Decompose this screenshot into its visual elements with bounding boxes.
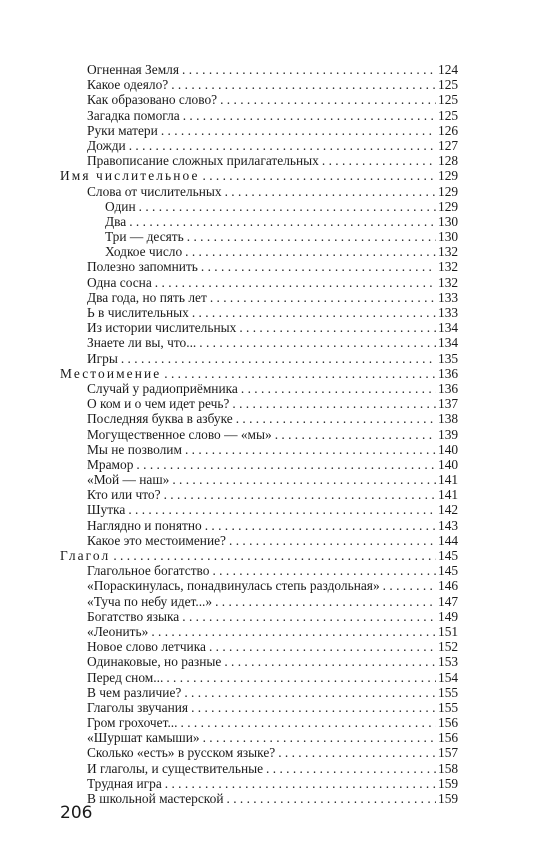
entry-page-number: 152 bbox=[438, 639, 459, 655]
dot-leader bbox=[215, 594, 436, 609]
dot-leader bbox=[161, 123, 436, 138]
dot-leader bbox=[232, 396, 436, 411]
entry-page-number: 147 bbox=[438, 593, 459, 609]
entry-title: Руки матери bbox=[87, 122, 158, 138]
dot-leader bbox=[227, 791, 437, 806]
dot-leader bbox=[225, 184, 436, 199]
entry-page-number: 141 bbox=[438, 472, 459, 488]
page-number: 206 bbox=[60, 803, 93, 823]
entry-page-number: 155 bbox=[438, 699, 459, 715]
dot-leader bbox=[164, 366, 436, 381]
toc-entry bbox=[0, 153, 540, 168]
entry-page-number: 128 bbox=[438, 153, 459, 169]
entry-title: Три — десять bbox=[105, 229, 184, 245]
dot-leader bbox=[220, 92, 436, 107]
dot-leader bbox=[210, 290, 436, 305]
entry-page-number: 146 bbox=[438, 578, 459, 594]
toc-entry bbox=[0, 654, 540, 669]
entry-page-number: 159 bbox=[438, 775, 459, 791]
toc-entry bbox=[0, 62, 540, 77]
entry-title: «Мой — наш» bbox=[87, 472, 170, 488]
toc-entry bbox=[0, 715, 540, 730]
dot-leader bbox=[113, 548, 436, 563]
entry-page-number: 143 bbox=[438, 517, 459, 533]
toc-entry bbox=[0, 214, 540, 229]
dot-leader bbox=[166, 670, 436, 685]
dot-leader bbox=[229, 533, 436, 548]
entry-page-number: 145 bbox=[438, 563, 459, 579]
dot-leader bbox=[164, 487, 436, 502]
toc-entry bbox=[0, 396, 540, 411]
toc-entry bbox=[0, 275, 540, 290]
entry-page-number: 158 bbox=[438, 760, 459, 776]
entry-title: И глаголы, и существительные bbox=[87, 760, 264, 776]
entry-page-number: 129 bbox=[438, 168, 459, 184]
toc-entry bbox=[0, 776, 540, 791]
toc-entry bbox=[0, 502, 540, 517]
toc-entry bbox=[0, 290, 540, 305]
toc-section-heading bbox=[0, 366, 540, 381]
entry-page-number: 136 bbox=[438, 365, 459, 381]
entry-title: Игры bbox=[87, 350, 118, 366]
entry-page-number: 151 bbox=[438, 623, 459, 639]
toc-entry bbox=[0, 259, 540, 274]
entry-page-number: 132 bbox=[438, 259, 459, 275]
toc-entry bbox=[0, 685, 540, 700]
dot-leader bbox=[275, 427, 436, 442]
dot-leader bbox=[136, 457, 436, 472]
dot-leader bbox=[192, 305, 436, 320]
entry-title: Два года, но пять лет bbox=[87, 289, 207, 305]
toc-entry bbox=[0, 639, 540, 654]
toc-entry bbox=[0, 624, 540, 639]
entry-title: Наглядно и понятно bbox=[87, 517, 202, 533]
entry-title: Какое это местоимение? bbox=[87, 532, 227, 548]
entry-page-number: 138 bbox=[438, 411, 459, 427]
dot-leader bbox=[239, 320, 436, 335]
dot-leader bbox=[205, 518, 436, 533]
entry-title: Огненная Земля bbox=[87, 62, 180, 77]
toc-entry bbox=[0, 123, 540, 138]
dot-leader bbox=[185, 244, 436, 259]
toc-entry bbox=[0, 138, 540, 153]
entry-title: Могущественное слово — «мы» bbox=[87, 426, 272, 442]
entry-title: Глагольное богатство bbox=[87, 563, 210, 579]
entry-title: «Пораскинулась, понадвинулась степь раздольная» bbox=[87, 578, 380, 594]
entry-title: Мы не позволим bbox=[87, 441, 182, 457]
entry-page-number: 142 bbox=[438, 502, 459, 518]
toc-entry bbox=[0, 533, 540, 548]
entry-title: Из истории числительных bbox=[87, 320, 237, 336]
toc-entry bbox=[0, 184, 540, 199]
entry-page-number: 132 bbox=[438, 274, 459, 290]
dot-leader bbox=[139, 199, 436, 214]
entry-title: Богатство языка bbox=[87, 608, 180, 624]
entry-page-number: 129 bbox=[438, 198, 459, 214]
dot-leader bbox=[322, 153, 436, 168]
dot-leader bbox=[121, 351, 436, 366]
entry-page-number: 140 bbox=[438, 456, 459, 472]
toc-section-heading bbox=[0, 168, 540, 183]
entry-page-number: 126 bbox=[438, 122, 459, 138]
toc-entry bbox=[0, 320, 540, 335]
dot-leader bbox=[236, 411, 436, 426]
dot-leader bbox=[182, 609, 436, 624]
entry-title: Как образовано слово? bbox=[87, 92, 218, 108]
entry-title: В школьной мастерской bbox=[87, 791, 224, 806]
table-of-contents bbox=[0, 62, 540, 806]
entry-page-number: 127 bbox=[438, 137, 459, 153]
entry-title: Ь в числительных bbox=[87, 305, 189, 320]
entry-title: Мрамор bbox=[87, 456, 134, 472]
toc-entry bbox=[0, 457, 540, 472]
dot-leader bbox=[241, 381, 436, 396]
dot-leader bbox=[203, 730, 436, 745]
entry-page-number: 130 bbox=[438, 229, 459, 245]
dot-leader bbox=[181, 715, 436, 730]
entry-page-number: 137 bbox=[438, 396, 459, 412]
dot-leader bbox=[212, 563, 436, 578]
entry-title: Правописание сложных прилагательных bbox=[87, 153, 319, 169]
entry-title: Глаголы звучания bbox=[87, 699, 189, 715]
entry-page-number: 155 bbox=[438, 684, 459, 700]
entry-title: Один bbox=[105, 198, 136, 214]
toc-section-heading bbox=[0, 548, 540, 563]
toc-entry bbox=[0, 730, 540, 745]
toc-entry bbox=[0, 761, 540, 776]
dot-leader bbox=[199, 335, 436, 350]
entry-page-number: 125 bbox=[438, 77, 459, 93]
entry-title: Сколько «есть» в русском языке? bbox=[87, 745, 276, 761]
entry-title: В чем различие? bbox=[87, 684, 182, 700]
entry-title: Какое одеяло? bbox=[87, 77, 169, 93]
entry-page-number: 154 bbox=[438, 669, 459, 685]
toc-entry bbox=[0, 472, 540, 487]
entry-title: Ходкое число bbox=[105, 244, 183, 260]
entry-title: Знаете ли вы, что... bbox=[87, 335, 197, 351]
dot-leader bbox=[129, 138, 436, 153]
entry-title: Трудная игра bbox=[87, 775, 162, 791]
toc-entry bbox=[0, 594, 540, 609]
toc-entry bbox=[0, 700, 540, 715]
toc-entry bbox=[0, 427, 540, 442]
dot-leader bbox=[172, 472, 436, 487]
entry-page-number: 129 bbox=[438, 183, 459, 199]
dot-leader bbox=[171, 77, 436, 92]
toc-entry bbox=[0, 563, 540, 578]
entry-title: Шутка bbox=[87, 502, 126, 518]
dot-leader bbox=[187, 229, 436, 244]
toc-entry bbox=[0, 108, 540, 123]
dot-leader bbox=[165, 776, 436, 791]
section-title: Местоимение bbox=[60, 365, 162, 381]
entry-page-number: 156 bbox=[438, 715, 459, 731]
entry-page-number: 139 bbox=[438, 426, 459, 442]
dot-leader bbox=[383, 578, 436, 593]
toc-entry bbox=[0, 229, 540, 244]
toc-entry bbox=[0, 244, 540, 259]
toc-entry bbox=[0, 381, 540, 396]
entry-title: Новое слово летчика bbox=[87, 639, 206, 655]
toc-entry bbox=[0, 442, 540, 457]
entry-title: Два bbox=[105, 213, 127, 229]
toc-entry bbox=[0, 745, 540, 760]
entry-title: «Леонить» bbox=[87, 623, 149, 639]
entry-page-number: 136 bbox=[438, 380, 459, 396]
toc-entry bbox=[0, 199, 540, 214]
toc-entry bbox=[0, 335, 540, 350]
entry-page-number: 145 bbox=[438, 548, 459, 563]
entry-title: Одинаковые, но разные bbox=[87, 654, 222, 670]
toc-entry bbox=[0, 578, 540, 593]
dot-leader bbox=[129, 214, 436, 229]
toc-entry bbox=[0, 77, 540, 92]
section-title: Имя числительное bbox=[60, 168, 200, 184]
entry-title: Одна сосна bbox=[87, 274, 152, 290]
entry-page-number: 135 bbox=[438, 350, 459, 366]
dot-leader bbox=[278, 745, 436, 760]
toc-entry bbox=[0, 411, 540, 426]
entry-page-number: 153 bbox=[438, 654, 459, 670]
dot-leader bbox=[201, 259, 436, 274]
entry-title: «Шуршат камыши» bbox=[87, 730, 200, 746]
entry-page-number: 149 bbox=[438, 608, 459, 624]
dot-leader bbox=[184, 685, 436, 700]
toc-entry bbox=[0, 92, 540, 107]
entry-page-number: 134 bbox=[438, 320, 459, 336]
entry-title: Последняя буква в азбуке bbox=[87, 411, 233, 427]
dot-leader bbox=[185, 442, 436, 457]
entry-page-number: 141 bbox=[438, 487, 459, 503]
dot-leader bbox=[266, 761, 436, 776]
dot-leader bbox=[183, 108, 436, 123]
dot-leader bbox=[151, 624, 436, 639]
dot-leader bbox=[203, 168, 437, 183]
entry-title: О ком и о чем идет речь? bbox=[87, 396, 230, 412]
entry-page-number: 133 bbox=[438, 305, 459, 320]
entry-page-number: 124 bbox=[438, 62, 459, 77]
entry-title: Загадка помогла bbox=[87, 107, 180, 123]
entry-title: Слова от числительных bbox=[87, 183, 222, 199]
entry-page-number: 159 bbox=[438, 791, 459, 806]
entry-page-number: 130 bbox=[438, 213, 459, 229]
entry-page-number: 125 bbox=[438, 107, 459, 123]
toc-entry bbox=[0, 351, 540, 366]
entry-title: Дожди bbox=[87, 137, 126, 153]
entry-title: Полезно запомнить bbox=[87, 259, 198, 275]
toc-entry bbox=[0, 609, 540, 624]
dot-leader bbox=[209, 639, 436, 654]
dot-leader bbox=[182, 62, 436, 77]
entry-page-number: 157 bbox=[438, 745, 459, 761]
entry-page-number: 140 bbox=[438, 441, 459, 457]
entry-page-number: 133 bbox=[438, 289, 459, 305]
section-title: Глагол bbox=[60, 548, 111, 563]
entry-page-number: 125 bbox=[438, 92, 459, 108]
entry-title: Гром грохочет... bbox=[87, 715, 178, 731]
dot-leader bbox=[224, 654, 436, 669]
toc-entry bbox=[0, 518, 540, 533]
entry-page-number: 134 bbox=[438, 335, 459, 351]
toc-entry bbox=[0, 670, 540, 685]
toc-entry bbox=[0, 487, 540, 502]
entry-page-number: 156 bbox=[438, 730, 459, 746]
entry-page-number: 132 bbox=[438, 244, 459, 260]
dot-leader bbox=[191, 700, 436, 715]
entry-title: Перед сном... bbox=[87, 669, 164, 685]
entry-title: Кто или что? bbox=[87, 487, 161, 503]
entry-title: «Туча по небу идет...» bbox=[87, 593, 213, 609]
dot-leader bbox=[128, 502, 436, 517]
dot-leader bbox=[155, 275, 436, 290]
toc-entry bbox=[0, 305, 540, 320]
entry-title: Случай у радиоприёмника bbox=[87, 380, 238, 396]
entry-page-number: 144 bbox=[438, 532, 459, 548]
